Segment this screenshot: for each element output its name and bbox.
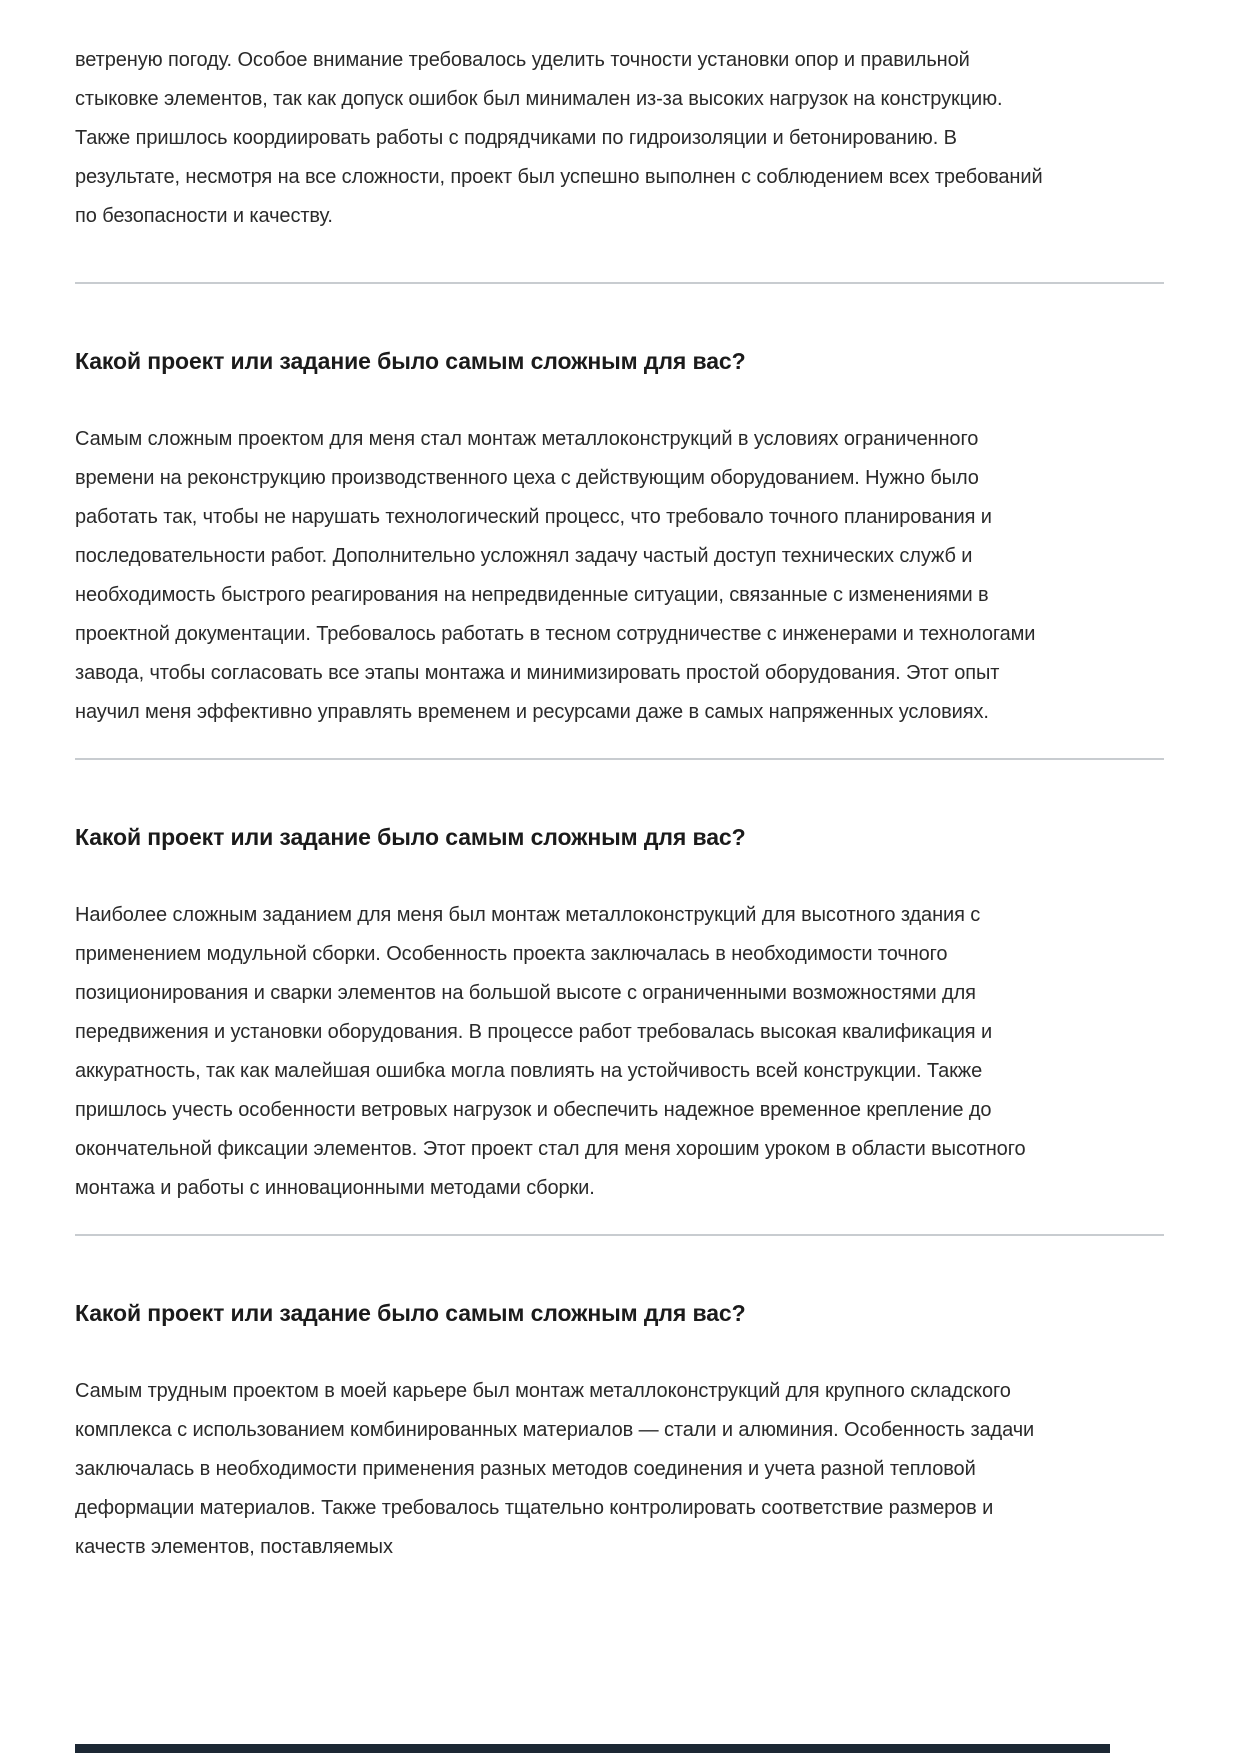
partial-dark-bar [75,1744,1110,1753]
question-heading: Какой проект или задание было самым сложным для вас? [75,824,746,850]
answer-paragraph: Самым сложным проектом для меня стал монтаж металлоконструкций в условиях ограниченного времени на реконструкцию производственного цеха с действующим оборудованием. Нужно было работать так, чтобы не нарушать технологический процесс, что требовало точного планирования и последовательности работ. Дополнительно усложнял задачу частый доступ технических служб и необходимость быстрого реагирования на непредвиденные ситуации, связанные с изменениями в проектной документации. Требовалось работать в тесном сотрудничестве с инженерами и технологами завода, чтобы согласовать все этапы монтажа и минимизировать простой оборудования. Этот опыт научил меня эффективно управлять временем и ресурсами даже в самых напряженных условиях. [75,428,1036,723]
question-heading: Какой проект или задание было самым сложным для вас? [75,348,746,374]
section-divider [75,1234,1164,1236]
intro-paragraph-continuation: ветреную погоду. Особое внимание требовалось уделить точности установки опор и правильной стыковке элементов, так как допуск ошибок был минимален из-за высоких нагрузок на конструкцию. Также пришлось коордиировать работы с подрядчиками по гидроизоляции и бетонированию. В результате, несмотря на все сложности, проект был успешно выполнен с соблюдением всех требований по безопасности и качеству. [75,49,1043,227]
answer-paragraph: Наиболее сложным заданием для меня был монтаж металлоконструкций для высотного здания с применением модульной сборки. Особенность проекта заключалась в необходимости точного позиционирования и сварки элементов на большой высоте с ограниченными возможностями для передвижения и установки оборудования. В процессе работ требовалась высокая квалификация и аккуратность, так как малейшая ошибка могла повлиять на устойчивость всей конструкции. Также пришлось учесть особенности ветровых нагрузок и обеспечить надежное временное крепление до окончательной фиксации элементов. Этот проект стал для меня хорошим уроком в области высотного монтажа и работы с инновационными методами сборки. [75,904,1026,1199]
answer-paragraph: Самым трудным проектом в моей карьере был монтаж металлоконструкций для крупного складского комплекса с использованием комбинированных материалов — стали и алюминия. Особенность задачи заключалась в необходимости применения разных методов соединения и учета разной тепловой деформации материалов. Также требовалось тщательно контролировать соответствие размеров и качеств элементов, поставляемых [75,1380,1035,1558]
question-heading: Какой проект или задание было самым сложным для вас? [75,1300,746,1326]
section-divider [75,282,1164,284]
section-divider [75,758,1164,760]
